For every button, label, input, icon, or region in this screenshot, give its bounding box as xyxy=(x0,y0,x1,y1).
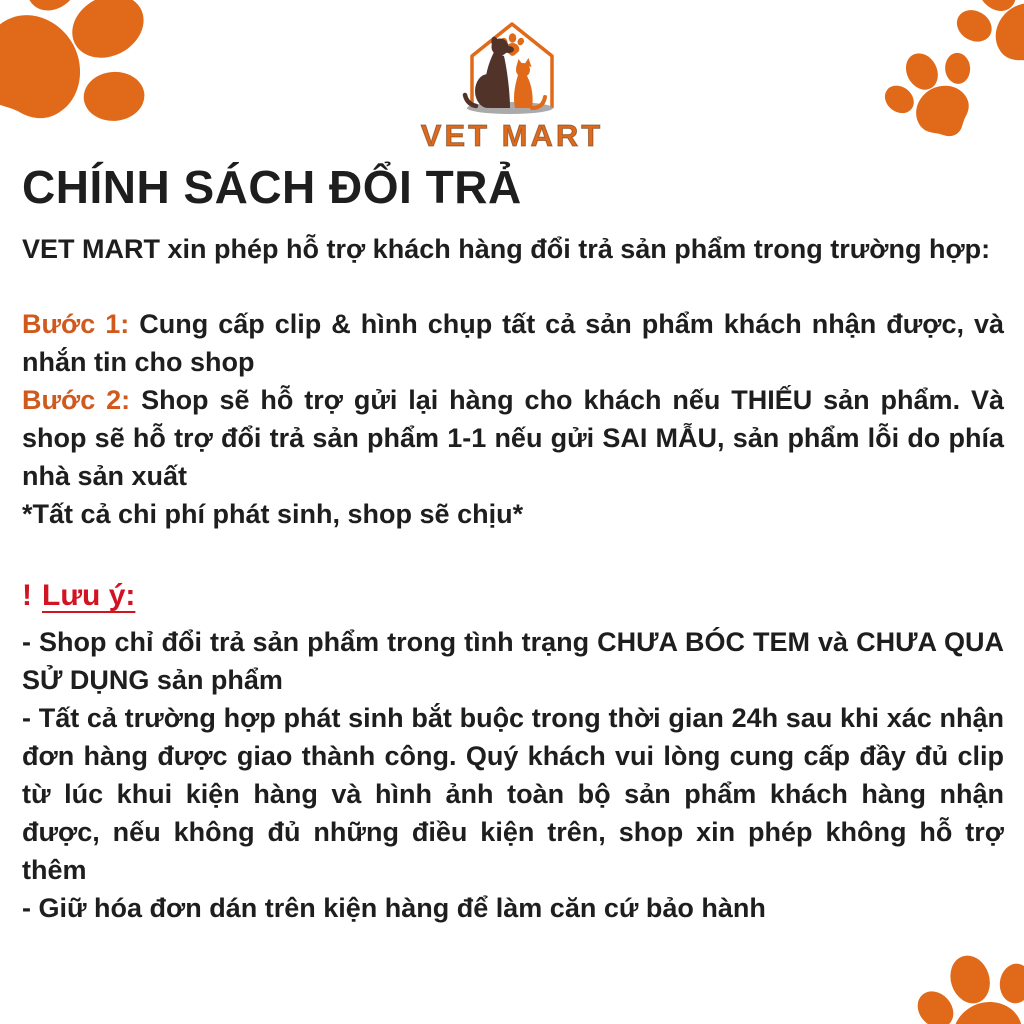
cat-icon xyxy=(514,58,545,108)
cost-note: *Tất cả chi phí phát sinh, shop sẽ chịu* xyxy=(22,499,524,529)
policy-content xyxy=(22,160,1004,927)
note-item: - Shop chỉ đổi trả sản phẩm trong tình trạng CHƯA BÓC TEM và CHƯA QUA SỬ DỤNG sản phẩm xyxy=(22,627,1004,695)
note-item: - Tất cả trường hợp phát sinh bắt buộc trong thời gian 24h sau khi xác nhận đơn hàng được giao thành công. Quý khách vui lòng cung cấp đầy đủ clip từ lúc khui kiện hàng và hình ảnh toàn bộ sản phẩm khách hàng nhận được, nếu không đủ những điều kiện trên, shop xin phép không hỗ trợ thêm xyxy=(22,703,1004,885)
exclamation-icon: ! xyxy=(22,579,32,612)
step-1-paragraph xyxy=(22,305,1004,381)
step-2-label: Bước 2: xyxy=(22,385,131,415)
paw-print-icon xyxy=(901,935,1024,1024)
note-item: - Giữ hóa đơn dán trên kiện hàng để làm căn cứ bảo hành xyxy=(22,893,766,923)
policy-subtitle: VET MART xin phép hỗ trợ khách hàng đổi trả sản phẩm trong trường hợp: xyxy=(22,234,991,264)
warning-label: Lưu ý: xyxy=(42,579,136,612)
house-with-dog-and-cat-icon xyxy=(449,16,575,122)
paw-print-icon xyxy=(0,0,189,187)
logo xyxy=(402,16,622,154)
brand-wordmark: VET MART xyxy=(420,118,604,153)
warning-heading xyxy=(22,579,1004,613)
step-1-label: Bước 1: xyxy=(22,309,130,339)
step-1-text: Cung cấp clip & hình chụp tất cả sản phẩm khách nhận được, và nhắn tin cho shop xyxy=(22,309,1004,377)
page-title: CHÍNH SÁCH ĐỔI TRẢ xyxy=(22,161,522,213)
step-2-paragraph xyxy=(22,381,1004,495)
step-2-text: Shop sẽ hỗ trợ gửi lại hàng cho khách nếu THIẾU sản phẩm. Và shop sẽ hỗ trợ đổi trả sản phẩm 1-1 nếu gửi SAI MẪU, sản phẩm lỗi do phía nhà sản xuất xyxy=(22,385,1004,491)
